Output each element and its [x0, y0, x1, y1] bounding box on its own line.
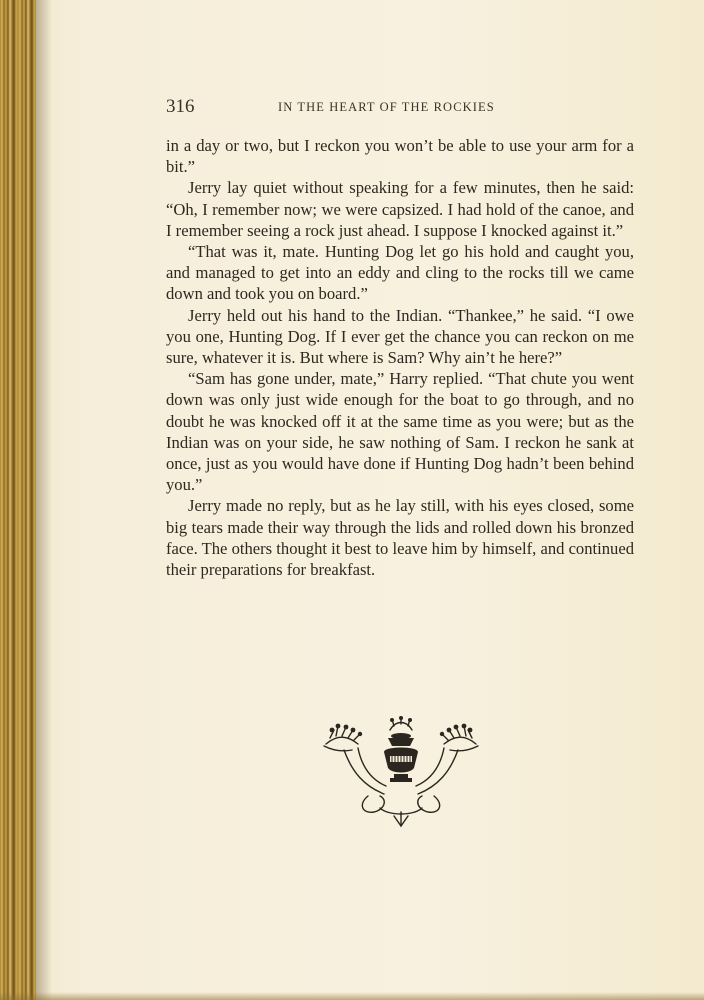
body-text [166, 135, 634, 580]
paragraph: Jerry held out his hand to the Indian. “Thankee,” he said. “I owe you one, Hunting Dog. If I ever get the chance you can reckon on me sure, whatever it is. But where is Sam? Why ain’t he here?” [166, 305, 634, 368]
page-bottom-edge [0, 992, 704, 1000]
paragraph: in a day or two, but I reckon you won’t be able to use your arm for a bit.” [166, 136, 634, 177]
urn-with-flowers-tailpiece-icon [318, 716, 484, 828]
paragraph: “Sam has gone under, mate,” Harry replied. “That chute you went down was only just wide enough for the boat to go through, and no doubt he was knocked off it at the same time as you were; but as the Indian was on your side, he saw nothing of Sam. I reckon he sank at once, just as you would have done if Hunting Dog hadn’t been behind you.” [166, 369, 634, 495]
book-spine-gilt-edge [0, 0, 36, 1000]
paragraph: “That was it, mate. Hunting Dog let go his hold and caught you, and managed to get into an eddy and cling to the rocks till we came down and took you on board.” [166, 242, 634, 304]
gutter-shadow [36, 0, 52, 1000]
page-number: 316 [166, 96, 195, 117]
page-header [166, 96, 634, 122]
running-head: IN THE HEART OF THE ROCKIES [278, 100, 495, 114]
paragraph: Jerry lay quiet without speaking for a few minutes, then he said: “Oh, I remember now; we were capsized. I had hold of the canoe, and I remember seeing a rock just ahead. I suppose I knocked against it.” [166, 178, 634, 240]
paragraph: Jerry made no reply, but as he lay still, with his eyes closed, some big tears made their way through the lids and rolled down his bronzed face. The others thought it best to leave him by himself, and continued their preparations for breakfast. [166, 496, 634, 580]
